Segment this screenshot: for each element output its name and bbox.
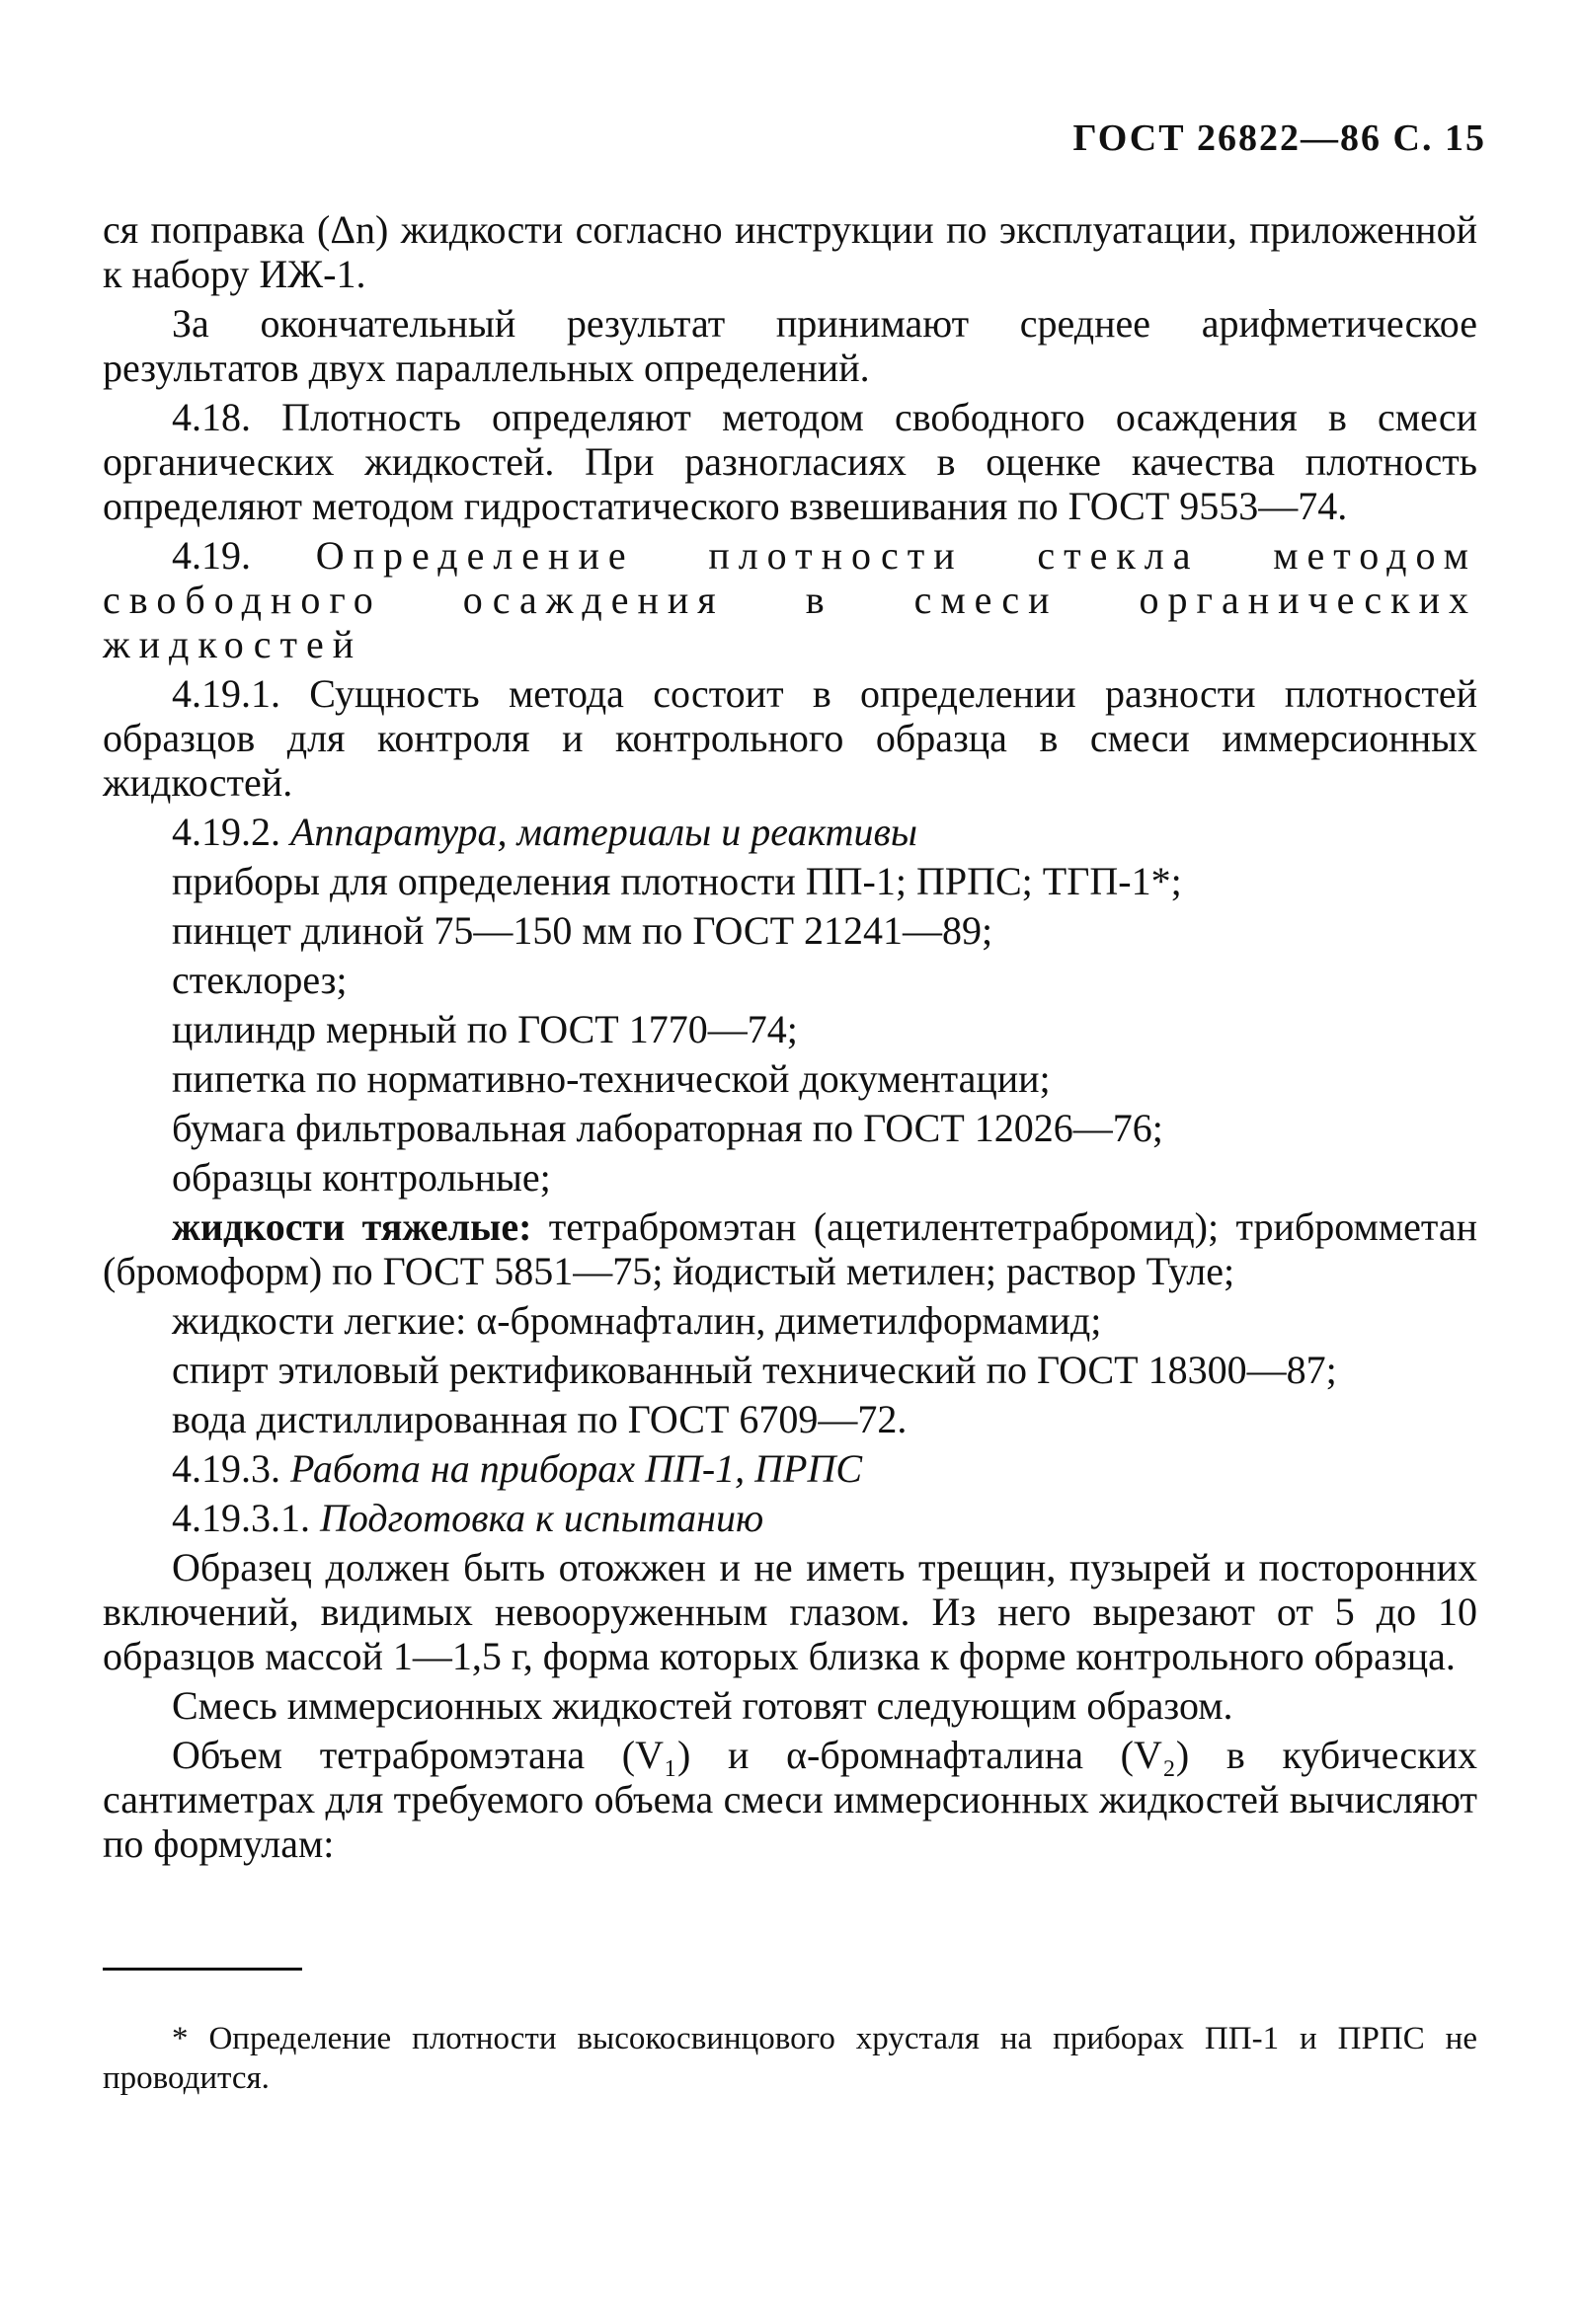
list-item: бумага фильтровальная лабораторная по ГОСТ 12026—76; xyxy=(172,1106,1163,1150)
paragraph-4-18: 4.18. Плотность определяют методом свободного осаждения в смеси органических жидкостей. При разногласиях в оценке качества плотность определяют методом гидростатического взвешивания по ГОСТ 9553—74. xyxy=(103,395,1477,528)
list-item: пипетка по нормативно-технической документации; xyxy=(172,1056,1051,1101)
section-title: Аппаратура, материалы и реактивы xyxy=(290,810,917,854)
section-number: 4.19.3.1. xyxy=(172,1496,310,1540)
list-item: пинцет длиной 75—150 мм по ГОСТ 21241—89; xyxy=(172,908,993,953)
subsection-heading-4-19-3-1 xyxy=(103,1496,1477,1540)
section-number: 4.19.3. xyxy=(172,1446,280,1491)
page-header: ГОСТ 26822—86 С. 15 xyxy=(1072,117,1486,159)
section-title: Работа на приборах ПП-1, ПРПС xyxy=(290,1446,863,1491)
page-body xyxy=(103,207,1477,1871)
list-item: стеклорез; xyxy=(172,958,348,1002)
paragraph-4-19-1: 4.19.1. Сущность метода состоит в определении разности плотностей образцов для контроля и контрольного образца в смеси иммерсионных жидкостей. xyxy=(103,671,1477,805)
list-item: спирт этиловый ректификованный технический по ГОСТ 18300—87; xyxy=(172,1348,1337,1392)
section-number: 4.19.2. xyxy=(172,810,280,854)
paragraph: Образец должен быть отожжен и не иметь трещин, пузырей и посторонних включений, видимых невооруженным глазом. Из него вырезают от 5 до 10 образцов массой 1—1,5 г, форма которых близка к форме контрольного образца. xyxy=(103,1545,1477,1678)
section-number: 4.19. xyxy=(172,533,251,578)
footnote-divider xyxy=(103,1968,302,1971)
list-item-text: тетрабромэтан (ацетилентетрабромид); трибромметан (бромоформ) по ГОСТ 5851—75; йодистый метилен; раствор Туле; xyxy=(103,1204,1477,1293)
list-item: цилиндр мерный по ГОСТ 1770—74; xyxy=(172,1007,798,1051)
list-item: жидкости легкие: α-бромнафталин, диметилформамид; xyxy=(172,1298,1102,1343)
list-item xyxy=(103,1204,1477,1293)
section-title: Подготовка к испытанию xyxy=(320,1496,764,1540)
list-item: образцы контрольные; xyxy=(172,1155,551,1200)
list-item-lead: жидкости тяжелые: xyxy=(172,1204,532,1249)
paragraph: Объем тетрабромэтана (V₁) и α-бромнафталина (V₂) в кубических сантиметрах для требуемого объема смеси иммерсионных жидкостей вычисляют по формулам: xyxy=(103,1733,1477,1866)
subsection-heading-4-19-3 xyxy=(103,1446,1477,1491)
paragraph: ся поправка (Δn) жидкости согласно инструкции по эксплуатации, приложенной к набору ИЖ-1. xyxy=(103,207,1477,296)
footnote: * Определение плотности высокосвинцового хрусталя на приборах ПП-1 и ПРПС не проводится. xyxy=(103,2021,1477,2096)
section-title: Определение плотности стекла методом свободного осаждения в смеси органических жидкостей xyxy=(103,533,1477,666)
list-item: вода дистиллированная по ГОСТ 6709—72. xyxy=(172,1397,908,1441)
subsection-heading-4-19-2 xyxy=(103,810,1477,854)
paragraph: За окончательный результат принимают среднее арифметическое результатов двух параллельных определений. xyxy=(103,301,1477,390)
list-item: приборы для определения плотности ПП-1; ПРПС; ТГП-1*; xyxy=(172,859,1182,903)
paragraph: Смесь иммерсионных жидкостей готовят следующим образом. xyxy=(172,1683,1233,1728)
section-heading-4-19 xyxy=(103,533,1477,666)
